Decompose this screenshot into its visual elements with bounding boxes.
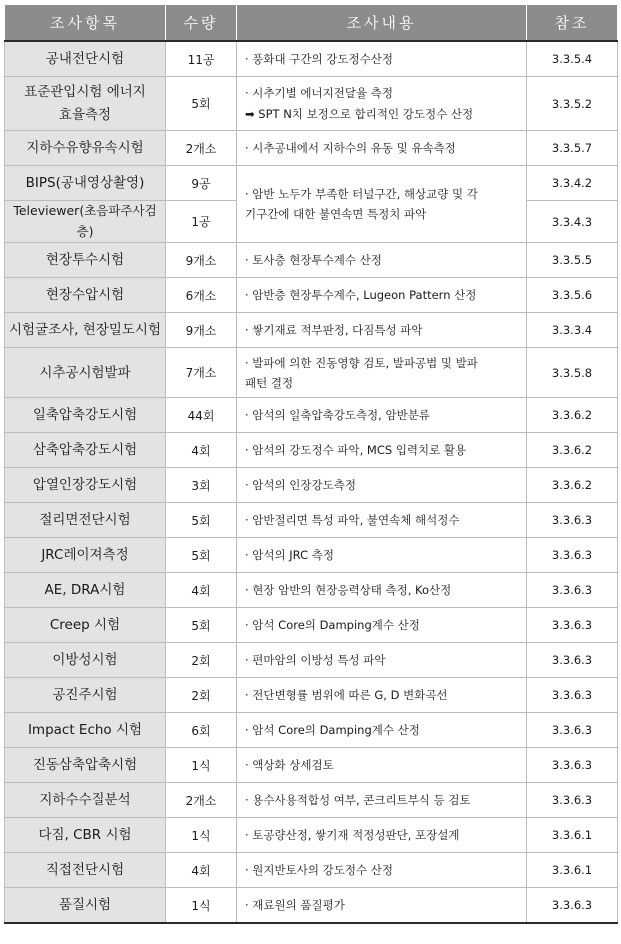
table-row [5,783,618,818]
table-row [5,818,618,853]
quantity-cell: 5회 [166,608,237,643]
reference-cell: 3.3.6.3 [527,748,618,783]
item-cell: Impact Echo 시험 [5,713,166,748]
reference-cell: 3.3.6.3 [527,573,618,608]
reference-cell: 3.3.5.7 [527,131,618,166]
description-cell: · 암석의 인장강도측정 [237,468,527,503]
item-cell: 일축압축강도시험 [5,398,166,433]
quantity-cell: 3회 [166,468,237,503]
table-row [5,433,618,468]
table-row [5,573,618,608]
table-row [5,278,618,313]
item-cell: 표준관입시험 에너지 효율측정 [5,77,166,131]
description-cell: · 암석 Core의 Damping계수 산정 [237,713,527,748]
table-row [5,313,618,348]
reference-cell: 3.3.4.3 [527,201,618,243]
description-cell: · 토공량산정, 쌓기재 적정성판단, 포장설계 [237,818,527,853]
quantity-cell: 7개소 [166,348,237,398]
table-row [5,77,618,131]
quantity-cell: 9개소 [166,313,237,348]
reference-cell: 3.3.6.3 [527,503,618,538]
item-cell: Televiewer(초음파주사검층) [5,201,166,243]
table-row [5,348,618,398]
item-cell: 다짐, CBR 시험 [5,818,166,853]
reference-cell: 3.3.5.2 [527,77,618,131]
reference-cell: 3.3.4.2 [527,166,618,201]
reference-cell: 3.3.5.4 [527,41,618,77]
quantity-cell: 1식 [166,888,237,924]
reference-cell: 3.3.5.6 [527,278,618,313]
reference-cell: 3.3.6.3 [527,783,618,818]
quantity-cell: 6개소 [166,278,237,313]
item-cell: 압열인장강도시험 [5,468,166,503]
reference-cell: 3.3.6.3 [527,888,618,924]
item-cell: 현장투수시험 [5,243,166,278]
quantity-cell: 1식 [166,818,237,853]
reference-cell: 3.3.5.8 [527,348,618,398]
reference-cell: 3.3.3.4 [527,313,618,348]
reference-cell: 3.3.6.1 [527,818,618,853]
item-cell: Creep 시험 [5,608,166,643]
item-cell: 공내전단시험 [5,41,166,77]
description-cell: · 액상화 상세검토 [237,748,527,783]
quantity-cell: 4회 [166,433,237,468]
quantity-cell: 9개소 [166,243,237,278]
item-cell: 현장수압시험 [5,278,166,313]
header-description: 조사내용 [237,5,527,42]
survey-items-table [4,4,618,924]
table-row [5,243,618,278]
description-cell: · 암반절리면 특성 파악, 불연속체 해석정수 [237,503,527,538]
description-cell: · 편마암의 이방성 특성 파악 [237,643,527,678]
quantity-cell: 6회 [166,713,237,748]
item-cell: BIPS(공내영상촬영) [5,166,166,201]
quantity-cell: 2회 [166,678,237,713]
quantity-cell: 2개소 [166,131,237,166]
item-cell: 직접전단시험 [5,853,166,888]
table-row [5,468,618,503]
description-cell: · 암석의 강도정수 파악, MCS 입력치로 활용 [237,433,527,468]
description-cell: · 암석 Core의 Damping계수 산정 [237,608,527,643]
quantity-cell: 4회 [166,573,237,608]
item-cell: JRC레이져측정 [5,538,166,573]
table-row [5,713,618,748]
table-row [5,643,618,678]
reference-cell: 3.3.6.2 [527,398,618,433]
item-cell: 지하수수질분석 [5,783,166,818]
description-cell: · 암반층 현장투수계수, Lugeon Pattern 산정 [237,278,527,313]
quantity-cell: 9공 [166,166,237,201]
item-cell: AE, DRA시험 [5,573,166,608]
description-cell: · 현장 암반의 현장응력상태 측정, Ko산정 [237,573,527,608]
item-cell: 이방성시험 [5,643,166,678]
reference-cell: 3.3.5.5 [527,243,618,278]
description-cell: · 시추공내에서 지하수의 유동 및 유속측정 [237,131,527,166]
description-cell: · 암반 노두가 부족한 터널구간, 해상교량 및 각 기구간에 대한 불연속면 특정치 파악 [237,166,527,243]
table-row [5,131,618,166]
description-cell: · 시추기별 에너지전달율 측정 ➡ SPT N치 보정으로 합리적인 강도정수 산정 [237,77,527,131]
table-row [5,538,618,573]
quantity-cell: 4회 [166,853,237,888]
table-row [5,888,618,924]
quantity-cell: 1공 [166,201,237,243]
reference-cell: 3.3.6.3 [527,538,618,573]
item-cell: 지하수유향유속시험 [5,131,166,166]
quantity-cell: 5회 [166,538,237,573]
description-cell: · 발파에 의한 진동영향 검토, 발파공법 및 발파 패턴 결정 [237,348,527,398]
description-cell: · 토사층 현장투수계수 산정 [237,243,527,278]
item-cell: 공진주시험 [5,678,166,713]
item-cell: 삼축압축강도시험 [5,433,166,468]
description-cell: · 재료원의 품질평가 [237,888,527,924]
reference-cell: 3.3.6.2 [527,468,618,503]
reference-cell: 3.3.6.2 [527,433,618,468]
table-row [5,398,618,433]
reference-cell: 3.3.6.1 [527,853,618,888]
quantity-cell: 5회 [166,503,237,538]
table-row [5,678,618,713]
item-cell: 진동삼축압축시험 [5,748,166,783]
description-cell: · 풍화대 구간의 강도정수산정 [237,41,527,77]
description-cell: · 암석의 일축압축강도측정, 암반분류 [237,398,527,433]
reference-cell: 3.3.6.3 [527,643,618,678]
description-cell: · 암석의 JRC 측정 [237,538,527,573]
header-reference: 참조 [527,5,618,42]
table-row [5,166,618,201]
quantity-cell: 2회 [166,643,237,678]
table-header-row [5,5,618,42]
table-row [5,41,618,77]
header-item: 조사항목 [5,5,166,42]
quantity-cell: 44회 [166,398,237,433]
header-quantity: 수량 [166,5,237,42]
description-cell: · 용수사용적합성 여부, 콘크리트부식 등 검토 [237,783,527,818]
description-cell: · 쌓기재료 적부판정, 다짐특성 파악 [237,313,527,348]
item-cell: 시추공시험발파 [5,348,166,398]
table-row [5,748,618,783]
quantity-cell: 1식 [166,748,237,783]
description-cell: · 원지반토사의 강도정수 산정 [237,853,527,888]
reference-cell: 3.3.6.3 [527,678,618,713]
quantity-cell: 11공 [166,41,237,77]
item-cell: 품질시험 [5,888,166,924]
table-row [5,853,618,888]
description-cell: · 전단변형률 범위에 따른 G, D 변화곡선 [237,678,527,713]
item-cell: 시험굴조사, 현장밀도시험 [5,313,166,348]
reference-cell: 3.3.6.3 [527,713,618,748]
item-cell: 절리면전단시험 [5,503,166,538]
table-row [5,503,618,538]
survey-table-container [4,4,618,924]
table-row [5,608,618,643]
quantity-cell: 2개소 [166,783,237,818]
reference-cell: 3.3.6.3 [527,608,618,643]
quantity-cell: 5회 [166,77,237,131]
